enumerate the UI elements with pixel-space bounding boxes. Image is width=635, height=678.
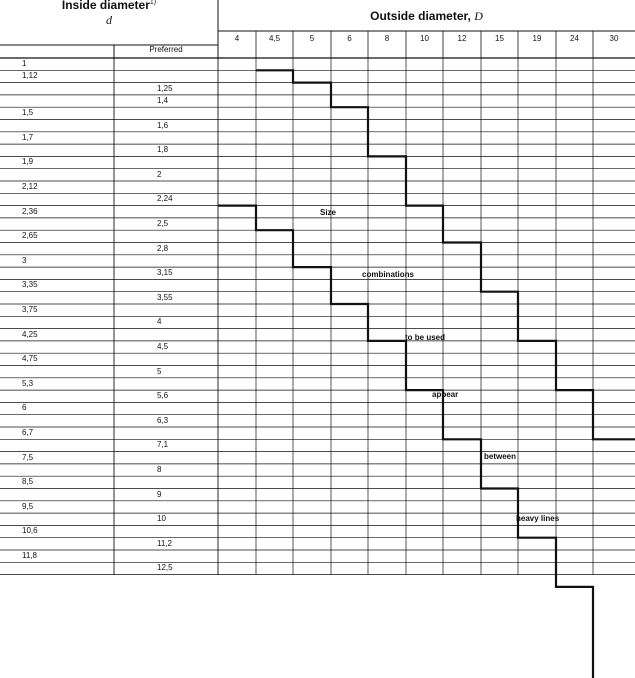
preferred-inside-diameter: 1,25 bbox=[157, 83, 173, 93]
preferred-inside-diameter: 2,24 bbox=[157, 194, 173, 204]
outside-diameter-column-label: 4,5 bbox=[268, 34, 281, 43]
annotation-word: appear bbox=[432, 390, 459, 399]
inside-diameter-value: 6 bbox=[22, 403, 27, 413]
preferred-inside-diameter: 2 bbox=[157, 169, 162, 179]
inside-diameter-value: 3,35 bbox=[22, 280, 38, 290]
preferred-inside-diameter: 4,5 bbox=[157, 341, 169, 351]
inside-diameter-value: 8,5 bbox=[22, 477, 34, 487]
inside-diameter-value: 9,5 bbox=[22, 501, 34, 511]
outside-diameter-column-label: 4 bbox=[234, 34, 240, 43]
footnote-marker: 1) bbox=[149, 0, 157, 6]
outside-diameter-column-label: 12 bbox=[457, 34, 467, 43]
inside-diameter-value: 1,7 bbox=[22, 132, 34, 142]
inside-diameter-symbol: d bbox=[106, 13, 112, 27]
preferred-inside-diameter: 9 bbox=[157, 489, 162, 499]
annotation-word: combinations bbox=[362, 270, 415, 279]
preferred-inside-diameter: 3,55 bbox=[157, 292, 173, 302]
inside-diameter-value: 10,6 bbox=[22, 526, 38, 536]
outside-diameter-column-label: 24 bbox=[570, 34, 579, 43]
annotation-word: Size bbox=[320, 208, 337, 217]
preferred-inside-diameter: 2,8 bbox=[157, 243, 169, 253]
preferred-column-heading: Preferred bbox=[149, 45, 183, 54]
preferred-inside-diameter: 1,8 bbox=[157, 145, 169, 155]
annotation-word: between bbox=[484, 452, 517, 461]
inside-diameter-value: 7,5 bbox=[22, 452, 34, 462]
outside-diameter-column-label: 5 bbox=[309, 34, 315, 43]
inside-diameter-value: 1,12 bbox=[22, 71, 38, 81]
inside-diameter-value: 2,36 bbox=[22, 206, 38, 216]
inside-diameter-value: 2,12 bbox=[22, 182, 38, 191]
preferred-inside-diameter: 1,6 bbox=[157, 120, 169, 130]
preferred-inside-diameter: 12,5 bbox=[157, 563, 173, 573]
outside-diameter-heading: Outside diameter, D bbox=[370, 9, 483, 23]
preferred-inside-diameter: 4 bbox=[157, 317, 162, 327]
inside-diameter-value: 3 bbox=[22, 255, 27, 265]
outside-diameter-symbol: D bbox=[474, 9, 483, 23]
preferred-inside-diameter: 8 bbox=[157, 464, 162, 474]
inside-diameter-value: 2,65 bbox=[22, 231, 38, 241]
inside-diameter-value: 1 bbox=[22, 59, 27, 68]
outside-diameter-column-label: 10 bbox=[420, 34, 429, 43]
preferred-inside-diameter: 6,3 bbox=[157, 415, 169, 425]
inside-diameter-value: 4,25 bbox=[22, 329, 38, 339]
outside-diameter-column-label: 6 bbox=[347, 34, 352, 43]
preferred-inside-diameter: 5,6 bbox=[157, 391, 169, 401]
preferred-inside-diameter: 2,5 bbox=[157, 218, 169, 228]
inside-diameter-value: 4,75 bbox=[22, 354, 38, 364]
inside-diameter-value: 1,5 bbox=[22, 108, 34, 118]
preferred-inside-diameter: 5 bbox=[157, 366, 162, 376]
outside-diameter-column-label: 19 bbox=[532, 34, 542, 43]
annotation-word: heavy lines bbox=[516, 514, 560, 523]
preferred-inside-diameter: 1,4 bbox=[157, 95, 169, 105]
inside-diameter-value: 5,3 bbox=[22, 378, 34, 388]
annotation-word: to be used bbox=[405, 333, 446, 342]
outside-diameter-column-label: 15 bbox=[495, 34, 504, 43]
inside-diameter-value: 1,9 bbox=[22, 157, 34, 167]
preferred-inside-diameter: 10 bbox=[157, 514, 166, 524]
inside-diameter-value: 6,7 bbox=[22, 428, 34, 437]
preferred-inside-diameter: 3,15 bbox=[157, 268, 173, 278]
outside-diameter-column-label: 8 bbox=[384, 34, 390, 43]
outside-diameter-column-label: 30 bbox=[609, 34, 619, 43]
inside-diameter-heading: Inside diameter$^{1)}$ bbox=[61, 0, 157, 12]
inside-diameter-value: 11,8 bbox=[22, 551, 37, 560]
inside-diameter-value: 3,75 bbox=[22, 305, 38, 314]
preferred-inside-diameter: 11,2 bbox=[157, 538, 172, 548]
preferred-inside-diameter: 7,1 bbox=[157, 440, 169, 450]
